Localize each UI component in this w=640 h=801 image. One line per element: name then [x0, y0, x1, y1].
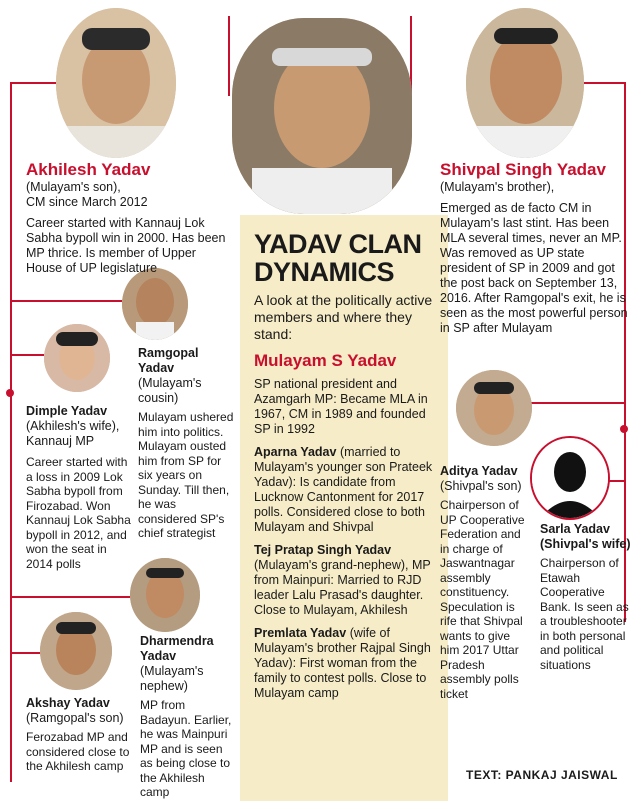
center-column — [254, 230, 440, 701]
akhilesh-name: Akhilesh Yadav — [26, 160, 151, 179]
akshay-photo — [40, 612, 112, 690]
connector-left-top — [10, 82, 58, 84]
aditya-photo — [456, 370, 532, 446]
ramgopal-block — [138, 346, 234, 541]
dharmendra-photo — [130, 558, 200, 632]
ramgopal-relation: (Mulayam's cousin) — [138, 376, 202, 405]
mulayam-name: Mulayam S Yadav — [254, 351, 397, 370]
page-title: YADAV CLAN DYNAMICS — [254, 229, 422, 287]
sarla-name: Sarla Yadav (Shivpal's wife) — [540, 522, 631, 551]
dharmendra-relation: (Mulayam's nephew) — [140, 664, 204, 693]
tejpratap-desc: (Mulayam's grand-nephew), MP from Mainpuri: Married to RJD leader Lalu Prasad's daughter. Close to Mulayam, Akhilesh — [254, 558, 431, 617]
dharmendra-block — [140, 634, 236, 800]
page-subtitle: A look at the politically active members and where they stand: — [254, 292, 433, 342]
akshay-desc: Ferozabad MP and considered close to the Akhilesh camp — [26, 730, 130, 773]
akshay-name: Akshay Yadav — [26, 696, 110, 710]
shivpal-name: Shivpal Singh Yadav — [440, 160, 606, 179]
ramgopal-desc: Mulayam ushered him into politics. Mulayam ousted him from SP for six years on Sunday. Till then, he was considered SP's chief strategist — [138, 410, 234, 540]
aparna-desc: (married to Mulayam's younger son Prateek Yadav): Is candidate from Lucknow Cantonment for 2017 polls. Considered close to both Mulayam and Shivpal — [254, 445, 433, 534]
shivpal-relation: (Mulayam's brother), — [440, 180, 555, 194]
dimple-desc: Career started with a loss in 2009 Lok Sabha bypoll from Firozabad. Won Kannauj Lok Sabha bypoll in 2012, and won the seat in 2014 polls — [26, 455, 131, 571]
connector-akshay — [10, 652, 40, 654]
akhilesh-role: CM since March 2012 — [26, 195, 148, 209]
dimple-photo — [44, 324, 110, 392]
akhilesh-block — [26, 160, 236, 276]
sarla-block — [540, 522, 634, 672]
dharmendra-name: Dharmendra Yadav — [140, 634, 214, 663]
dimple-name: Dimple Yadav — [26, 404, 108, 418]
sarla-silhouette — [530, 436, 610, 520]
tejpratap-name: Tej Pratap Singh Yadav — [254, 543, 392, 557]
shivpal-desc: Emerged as de facto CM in Mulayam's last stint. Has been MLA several times, never an MP. Was removed as UP state president of SP in 2009 and got the post back on September 13, 2016. After Ramgopal's exit, he is seen as the most powerful person in SP after Mulayam — [440, 201, 628, 335]
mulayam-photo — [232, 18, 412, 214]
aditya-relation: (Shivpal's son) — [440, 479, 522, 493]
akshay-block — [26, 696, 130, 774]
tejpratap-entry — [254, 543, 440, 618]
shivpal-block — [440, 160, 632, 336]
connector-dot — [6, 389, 14, 397]
connector-left-vertical — [10, 82, 12, 782]
connector-ramgopal — [10, 300, 122, 302]
aparna-entry — [254, 445, 440, 535]
akhilesh-relation: (Mulayam's son), — [26, 180, 121, 194]
premlata-entry — [254, 626, 440, 701]
mulayam-desc: SP national president and Azamgarh MP: Became MLA in 1967, CM in 1989 and founded SP in 1992 — [254, 377, 428, 436]
shivpal-photo — [466, 8, 584, 158]
connector-dharmendra — [10, 596, 130, 598]
sarla-desc: Chairperson of Etawah Cooperative Bank. Is seen as a troubleshooter in both personal and political situations — [540, 556, 629, 672]
byline-credit: TEXT: PANKAJ JAISWAL — [466, 768, 618, 782]
ramgopal-photo — [122, 268, 188, 340]
akshay-relation: (Ramgopal's son) — [26, 711, 124, 725]
connector-dot-right — [620, 425, 628, 433]
connector-aditya — [530, 402, 626, 404]
premlata-desc: (wife of Mulayam's brother Rajpal Singh Yadav): First woman from the family to contest polls. Close to Mulayam camp — [254, 626, 431, 700]
premlata-name: Premlata Yadav — [254, 626, 347, 640]
connector-right-top — [582, 82, 626, 84]
akhilesh-photo — [56, 8, 176, 158]
akhilesh-desc: Career started with Kannauj Lok Sabha bypoll win in 2000. Has been MP thrice. Is member of Upper House of UP legislature — [26, 216, 226, 275]
dimple-relation: (Akhilesh's wife), Kannauj MP — [26, 419, 120, 448]
dharmendra-desc: MP from Badayun. Earlier, he was Mainpuri MP and is seen as being close to the Akhilesh camp — [140, 698, 232, 799]
aditya-name: Aditya Yadav — [440, 464, 518, 478]
aditya-block — [440, 464, 530, 701]
aparna-name: Aparna Yadav — [254, 445, 337, 459]
ramgopal-name: Ramgopal Yadav — [138, 346, 199, 375]
connector-dimple — [10, 354, 44, 356]
aditya-desc: Chairperson of UP Cooperative Federation and in charge of Jaswantnagar assembly constituency. Speculation is rife that Shivpal wants to give him 2017 Uttar Pradesh assembly polls ticket — [440, 498, 525, 701]
connector-center-top — [228, 16, 230, 96]
dimple-block — [26, 404, 134, 571]
